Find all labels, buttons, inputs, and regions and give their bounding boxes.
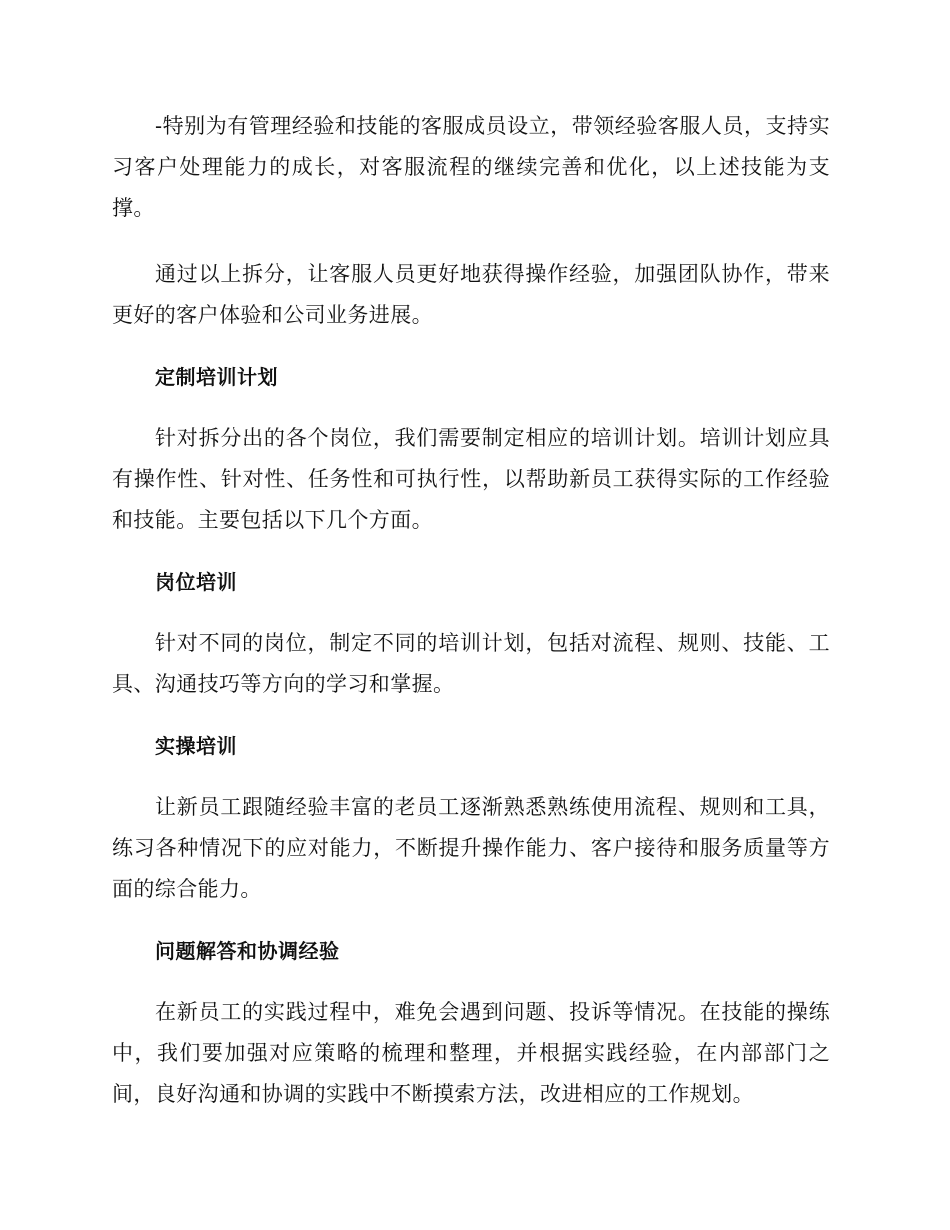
document-body <box>112 106 830 1140</box>
heading-problem-solving: 问题解答和协调经验 <box>155 939 340 963</box>
paragraph-problem-solving: 在新员工的实践过程中，难免会遇到问题、投诉等情况。在技能的操练中，我们要加强对应策略的梳理和整理，并根据实践经验，在内部部门之间，良好沟通和协调的实践中不断摸索方法，改进相应的工作规划。 <box>112 1000 830 1106</box>
paragraph-summary: 通过以上拆分，让客服人员更好地获得操作经验，加强团队协作，带来更好的客户体验和公司业务进展。 <box>112 262 830 327</box>
paragraph-position-training: 针对不同的岗位，制定不同的培训计划，包括对流程、规则、技能、工具、沟通技巧等方向的学习和掌握。 <box>112 631 830 696</box>
paragraph-practical-training: 让新员工跟随经验丰富的老员工逐渐熟悉熟练使用流程、规则和工具，练习各种情况下的应对能力，不断提升操作能力、客户接待和服务质量等方面的综合能力。 <box>112 795 830 901</box>
paragraph-training-plan: 针对拆分出的各个岗位，我们需要制定相应的培训计划。培训计划应具有操作性、针对性、任务性和可执行性，以帮助新员工获得实际的工作经验和技能。主要包括以下几个方面。 <box>112 426 830 532</box>
heading-position-training: 岗位培训 <box>155 570 237 594</box>
heading-custom-training-plan: 定制培训计划 <box>155 365 278 389</box>
paragraph-senior-role: -特别为有管理经验和技能的客服成员设立，带领经验客服人员，支持实习客户处理能力的成长，对客服流程的继续完善和优化，以上述技能为支撑。 <box>112 114 830 220</box>
heading-practical-training: 实操培训 <box>155 734 237 758</box>
